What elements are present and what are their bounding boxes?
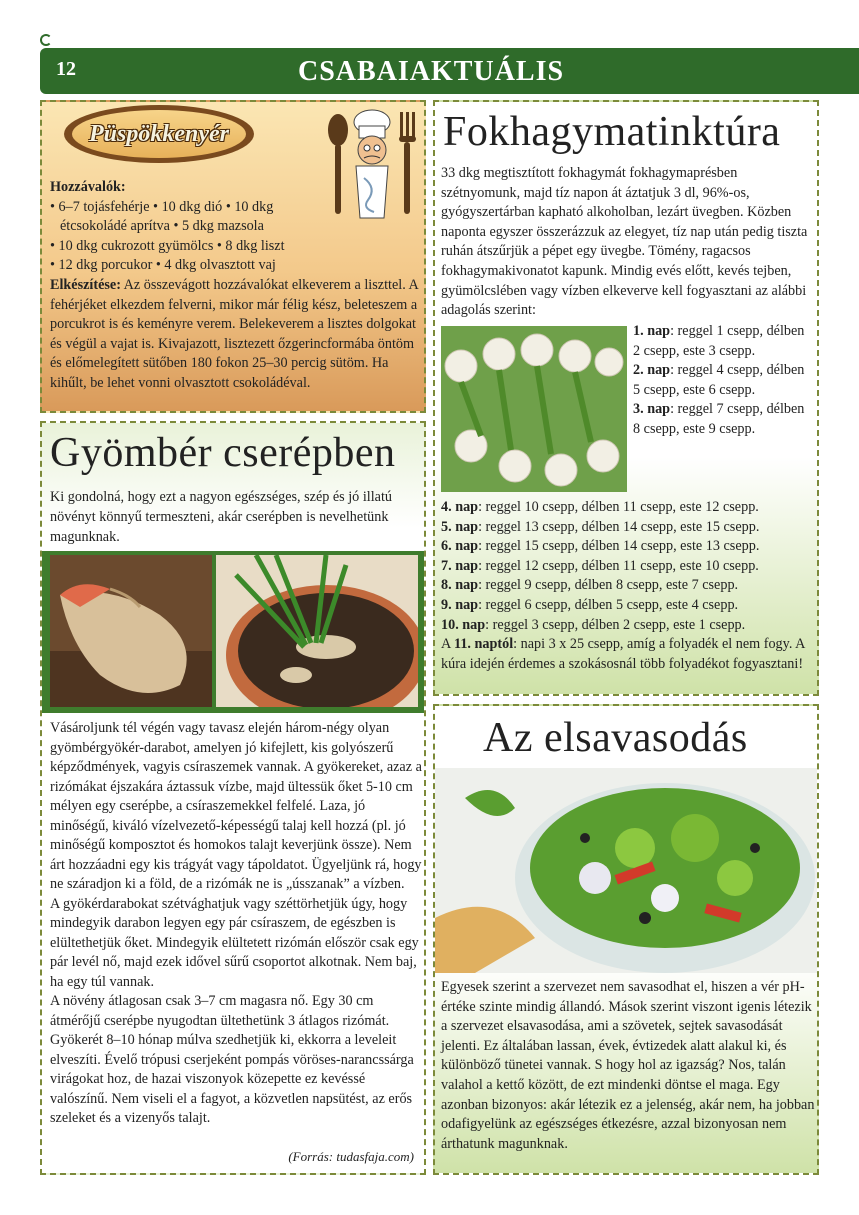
magazine-title: CSABAIAKTUÁLIS	[298, 56, 565, 87]
ginger-paragraph: A növény átlagosan csak 3–7 cm magasra nő. Egy 30 cm átmérőjű cserépbe nyugodtan ültethetünk 3 átlagos rizómát. Gyökerét 8–10 hónap múlva szedhetjük ki, ekkorra a leveleit elveszíti. Évelő trópusi cserjeként pompás vöröses-narancssárga virágokat hoz, de hazai viszonyok közepette ez kevéssé valószínű. Nem viseli el a fagyot, a közvetlen napsütést, az erős szeleket és a vizenyős talajt.	[50, 993, 414, 1126]
ginger-body	[50, 719, 422, 1129]
dosage-day: 10. nap: reggel 3 csepp, délben 2 csepp, este 1 csepp.	[441, 616, 746, 633]
dosage-day: 8. nap: reggel 9 csepp, délben 8 csepp, este 7 csepp.	[441, 577, 739, 594]
dosage-day: 9. nap: reggel 6 csepp, délben 5 csepp, este 4 csepp.	[441, 596, 739, 613]
ingredient-line: • 12 dkg porcukor • 4 dkg olvasztott vaj	[50, 257, 276, 274]
recipe-box	[40, 100, 426, 413]
dosage-list	[441, 498, 819, 674]
ingredient-line: • 10 dkg cukrozott gyümölcs • 8 dkg liszt	[50, 237, 285, 254]
ginger-intro: Ki gondolná, hogy ezt a nagyon egészséges, szép és jó illatú növényt könnyű termeszteni, akár cserépben is nevelhetünk magunknak.	[50, 489, 392, 545]
ginger-root-photo	[50, 555, 212, 707]
logo-swirl-icon	[40, 34, 52, 46]
ginger-paragraph: A gyökérdarabokat szétvághatjuk vagy széttörhetjük úgy, hogy mindegyik darabon legyen egy pár csíraszem, de egészben is elültethetjük őket. Mindegyik elültetett rizómán először csak egy pár levél nő, majd ezek idővel sűrű csoportot alkotnak. Nem baj, ha egy túl vannak.	[50, 895, 419, 990]
recipe-title: Püspökkenyér	[89, 120, 229, 147]
ginger-title: Gyömbér cserépben	[50, 430, 396, 476]
dosage-day: 4. nap: reggel 10 csepp, délben 11 csepp, este 12 csepp.	[441, 499, 759, 515]
dosage-final: A 11. naptól: napi 3 x 25 csepp, amíg a folyadék el nem fogy. A kúra idején érdemes a szokásosnál több folyadékot fogyasztani!	[441, 636, 805, 672]
dosage-day: 3. nap: reggel 7 csepp, délben 8 csepp, este 9 csepp.	[633, 401, 805, 437]
ginger-pot-photo	[216, 555, 418, 707]
page-header	[40, 48, 859, 94]
garlic-title: Fokhagymatinktúra	[443, 109, 781, 155]
ginger-paragraph: Vásároljunk tél végén vagy tavasz elején három-négy olyan gyömbérgyökér-darabot, amelyen jó kifejlett, kis golyószerű képződmények, vagyis csíraszemek vannak. A gyökereket, azaz a rizómákat éjszakára áztassuk vízbe, majd ültessük őket 5-10 cm mélyen egy cserépbe, a csíraszemekkel felfelé. Laza, jó minőségű, kiváló vízelvezető-képességű talaj kell hozzá (pl. jó minőségű komposztot és homokos talajt keverjünk össze). Nem árt hozzáadni egy kis trágyát vagy tápoldatot. Ügyeljünk rá, hogy ne száradjon ki a föld, de a rizómák ne is „ússzanak” a vízben.	[50, 720, 422, 892]
acid-article	[433, 704, 819, 1175]
dosage-day: 2. nap: reggel 4 csepp, délben 5 csepp, este 6 csepp.	[633, 362, 805, 398]
salad-photo	[435, 768, 817, 973]
recipe-text	[50, 178, 420, 394]
garlic-article	[433, 100, 819, 696]
dosage-day: 6. nap: reggel 15 csepp, délben 14 csepp, este 13 csepp.	[441, 538, 760, 555]
dosage-day: 5. nap: reggel 13 csepp, délben 14 csepp, este 15 csepp.	[441, 518, 760, 535]
ingredient-line: • 6–7 tojásfehérje • 10 dkg dió • 10 dkg	[50, 198, 274, 215]
garlic-photo	[441, 326, 627, 492]
ingredients-label: Hozzávalók:	[50, 179, 126, 195]
page-number: 12	[56, 58, 76, 80]
dosage-day: 7. nap: reggel 12 csepp, délben 11 csepp, este 10 csepp.	[441, 557, 759, 574]
dosage-side-list	[633, 322, 815, 440]
ingredient-line: étcsokoládé aprítva • 5 dkg mazsola	[60, 218, 264, 235]
acid-title: Az elsavasodás	[483, 715, 748, 761]
ginger-article	[40, 421, 426, 1175]
acid-text: Egyesek szerint a szervezet nem savasodhat el, hiszen a vér pH-értéke szinte mindig állandó. Mások szerint viszont igenis létezik a szervezet elsavasodása, ami a szövetek, sejtek savasodását jelenti. Ez általában lassan, évek, évtizedek alatt alakul ki, és különböző tünetei vannak. S hogy hol az igazság? Nos, talán valahol a kettő között, de ezt mindenki döntse el maga. Egy azonban bizonyos: akár létezik ez a jelenség, akár nem, ha jobban odafigyelünk az egészséges étkezésre, azzal bizonyosan nem árthatunk magunknak.	[441, 979, 815, 1152]
dosage-day: 1. nap: reggel 1 csepp, délben 2 csepp, este 3 csepp.	[633, 323, 805, 359]
recipe-banner	[64, 105, 254, 163]
source-credit: (Forrás: tudasfaja.com)	[288, 1149, 414, 1164]
garlic-intro: 33 dkg megtisztított fokhagymát fokhagymaprésben szétnyomunk, majd tíz napon át áztatjuk 3 dl, 96%-os, gyógyszertárban kapható alkoholban, lezárt üvegben. Közben naponta egyszer összerázzuk az elegyet, tíz nap után pedig tiszta ruhán átszűrjük a pépet egy üvegbe. Tömény, ragacsos fokhagymakivonatot kapunk. Mindig evés előtt, kevés tejben, gyümölcslében vagy vízben elkeverve kell fogyasztani az alábbi adagolás szerint:	[441, 165, 808, 319]
preparation-paragraph: Elkészítése: Az összevágott hozzávalókat elkeverem a liszttel. A fehérjéket elkezdem felverni, mikor már félig kész, beleteszem a porcukrot is és keményre verem. Belekeverem a lisztes dolgokat és végül a vajat is. Kivajazott, lisztezett őzgerincformába öntöm és előmelegített sütőben 180 fokon 25–30 percig sütöm. Ha kihűlt, be lehet vonni olvasztott csokoládéval.	[50, 276, 418, 391]
ginger-photo-band	[42, 551, 424, 713]
